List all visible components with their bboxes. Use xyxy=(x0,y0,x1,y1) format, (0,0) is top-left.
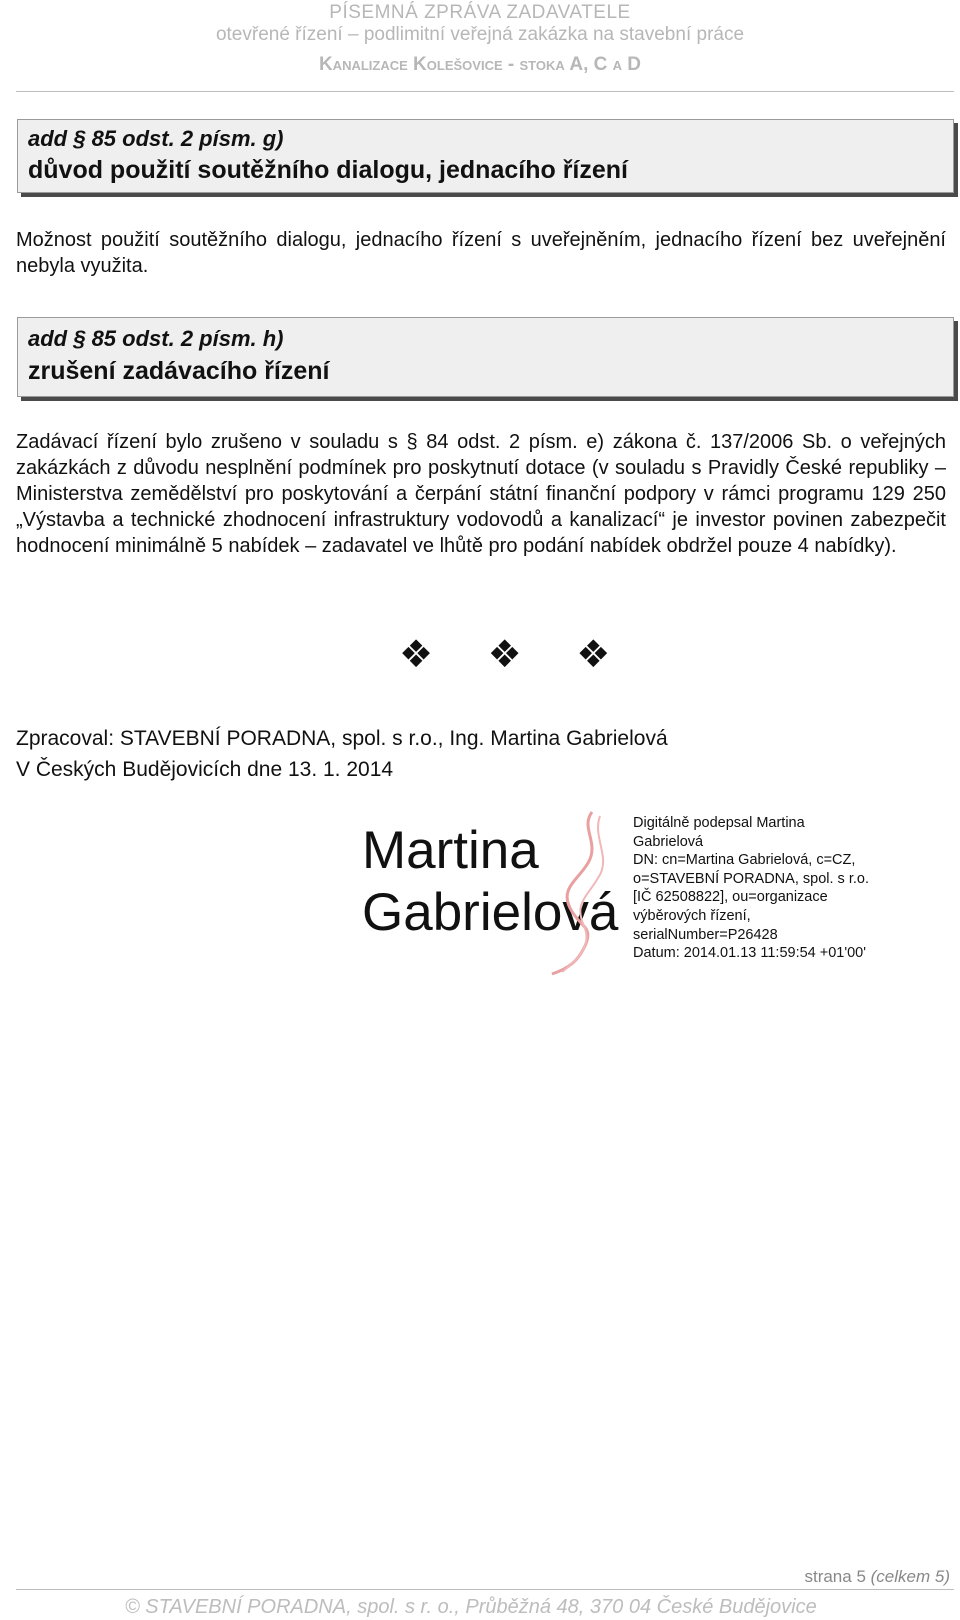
footer-divider xyxy=(16,1589,954,1590)
footer-copyright: © STAVEBNÍ PORADNA, spol. s r. o., Průběžná 48, 370 04 České Budějovice xyxy=(125,1596,817,1618)
header-document-type: PÍSEMNÁ ZPRÁVA ZADAVATELE xyxy=(329,2,631,23)
signature-info-line: Datum: 2014.01.13 11:59:54 +01'00' xyxy=(633,945,867,962)
signature-mark-icon xyxy=(540,808,620,976)
page-number-current: strana 5 xyxy=(804,1567,866,1586)
section-g-body: Možnost použití soutěžního dialogu, jednacího řízení s uveřejněním, jednacího řízení bez uveřejnění nebyla využita. xyxy=(16,229,946,277)
section-g-ref: add § 85 odst. 2 písm. g) xyxy=(28,126,284,151)
place-and-date: V Českých Budějovicích dne 13. 1. 2014 xyxy=(16,758,394,781)
header-procedure: otevřené řízení – podlimitní veřejná zakázka na stavební práce xyxy=(215,24,745,45)
signature-details xyxy=(633,814,869,963)
section-g-heading xyxy=(17,119,954,193)
header-project: Kanalizace Kolešovice - stoka A, C a D xyxy=(318,54,642,75)
section-g-title: důvod použití soutěžního dialogu, jednacího řízení xyxy=(28,156,628,184)
prepared-by: Zpracoval: STAVEBNÍ PORADNA, spol. s r.o., Ing. Martina Gabrielová xyxy=(16,727,668,750)
section-h-ref: add § 85 odst. 2 písm. h) xyxy=(28,326,284,351)
signature-info-line: DN: cn=Martina Gabrielová, c=CZ, xyxy=(633,852,856,869)
header-divider xyxy=(16,91,954,92)
signature-info-line: [IČ 62508822], ou=organizace xyxy=(633,889,828,906)
section-separator: ❖ ❖ ❖ xyxy=(399,634,633,676)
signature-first-name: Martina xyxy=(362,821,539,880)
section-h-body: Zadávací řízení bylo zrušeno v souladu s § 84 odst. 2 písm. e) zákona č. 137/2006 Sb. o veřejných zakázkách z důvodu nesplnění podmínek pro poskytnutí dotace (v souladu s Pravidly České republiky – Ministerstva zemědělství pro poskytování a čerpání státní finanční podpory v rámci programu 129 250 „Výstavba a technické zhodnocení infrastruktury vodovodů a kanalizací“ je investor povinen zabezpečit hodnocení minimálně 5 nabídek – zadavatel ve lhůtě pro podání nabídek obdržel pouze 4 nabídky). xyxy=(16,431,946,557)
section-h-text xyxy=(16,429,946,559)
section-h-title: zrušení zadávacího řízení xyxy=(28,357,330,385)
signature-info-line: serialNumber=P26428 xyxy=(633,926,778,943)
page-number-total: (celkem 5) xyxy=(870,1567,950,1586)
signature-info-line: Gabrielová xyxy=(633,833,704,850)
section-h-heading xyxy=(17,317,954,397)
page-number xyxy=(804,1567,950,1587)
signature-info-line: výběrových řízení, xyxy=(633,907,751,924)
signature-info-line: o=STAVEBNÍ PORADNA, spol. s r.o. xyxy=(633,870,869,887)
section-g-text xyxy=(16,227,946,279)
signature-last-name: Gabrielová xyxy=(362,883,619,942)
signature-info-line: Digitálně podepsal Martina xyxy=(633,815,805,831)
